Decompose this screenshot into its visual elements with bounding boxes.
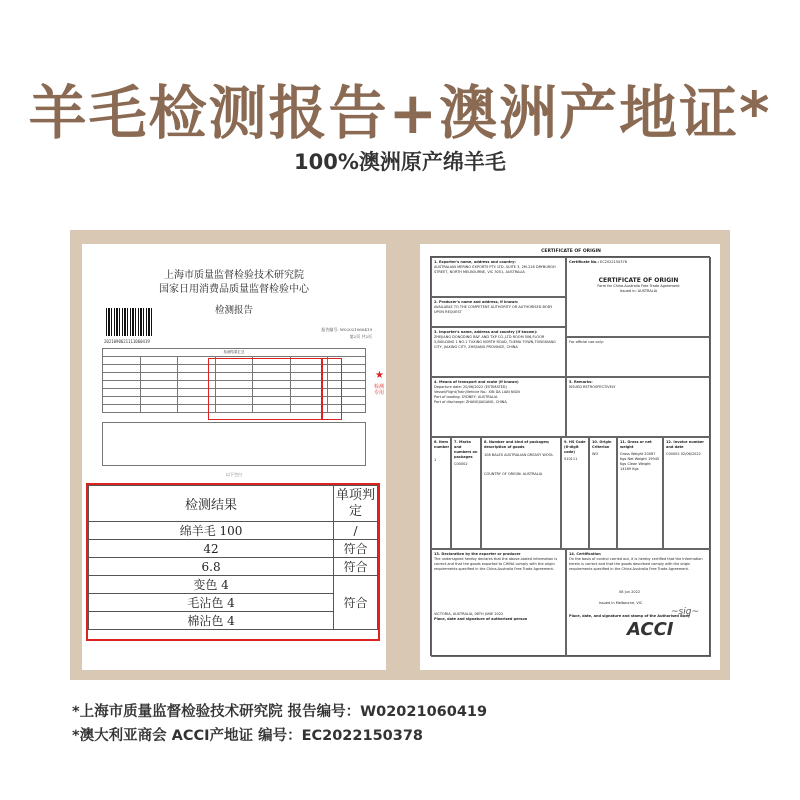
report-notes-box — [102, 422, 366, 466]
zoom-result-cell: 毛沾色 4 — [89, 594, 334, 612]
box-official-use — [566, 337, 711, 377]
declaration-place: VICTORIA, AUSTRALIA, 06TH JUNE 2022 — [434, 612, 504, 616]
port-loading: Port of loading: SYDNEY, AUSTRALIA — [434, 395, 498, 399]
certification-label: 14. Certification — [569, 552, 601, 556]
declaration-label: 13. Declaration by the exporter or producer — [434, 552, 521, 556]
zoom-judgement-cell: 符合 — [334, 576, 378, 630]
cert-no-value: EC2022150378 — [600, 260, 627, 264]
col-hs-label: 9. HS Code (6-digit code) — [564, 440, 586, 454]
col-item — [431, 437, 451, 549]
certificate-top-title: CERTIFICATE OF ORIGIN — [541, 249, 601, 254]
marks-value: C00002 — [454, 462, 468, 466]
box-producer — [431, 297, 566, 327]
report-doc-title: 检测报告 — [214, 305, 253, 316]
col-description — [481, 437, 561, 549]
col-hs-code — [561, 437, 589, 549]
footer-certificate-line: *澳大利亚商会 ACCI产地证 编号：EC2022150378 — [72, 728, 424, 744]
box-certification — [566, 549, 711, 657]
certification-text: On the basis of control carried out, it is hereby certified that the information herein is correct and that the goods described comply with the origin requirements specified in the China-Australia Free Trade Agreement. — [569, 557, 703, 571]
box-cert-number — [566, 257, 711, 337]
country-origin: COUNTRY OF ORIGIN: AUSTRALIA — [484, 472, 543, 476]
criterion-value: WO — [592, 452, 599, 456]
report-number-small: 报告编号: W02021060419 — [321, 327, 372, 332]
col-desc-label: 8. Number and kind of packages; description of goods — [484, 440, 550, 449]
hs-code-value: 510111 — [564, 457, 578, 461]
weight-value: Gross Weight 20067 Kgs Net Weight 19945 Kgs Clean Weight 14169 Kgs — [620, 452, 660, 471]
report-remaining-blank: 以下空白 — [226, 472, 242, 477]
item-number: 1 — [434, 458, 437, 462]
zoom-judgement-cell: 符合 — [334, 540, 378, 558]
box-declaration — [431, 549, 566, 657]
report-page-info: 第2页 共2页 — [349, 334, 372, 339]
cert-form: Form for China-Australia Free Trade Agreement — [597, 284, 680, 288]
footer-report-line: *上海市质量监督检验技术研究院 报告编号：W02021060419 — [72, 704, 488, 720]
box2-value: AVAILABLE TO THE COMPETENT AUTHORITY OR AUTHORISED BODY UPON REQUEST — [434, 305, 553, 314]
barcode-image — [106, 308, 154, 336]
vessel-info: Vessel/Flight/Train/Vehicle No.: XIN DA LIAN NIGN — [434, 390, 520, 394]
star-stamp-icon: ★ — [375, 370, 384, 381]
cert-date: 08 Jun 2022 — [619, 590, 641, 594]
col-weight — [617, 437, 663, 549]
cert-issued-in: Issued in: AUSTRALIA — [619, 289, 658, 293]
port-discharge: Port of discharge: ZHANGJIAGANG, CHINA — [434, 400, 507, 404]
box2-label: 2. Producer's name and address, if known: — [434, 300, 519, 304]
remarks-value: ISSUED RETROSPECTIVELY — [569, 385, 616, 389]
zoom-result-cell: 变色 4 — [89, 576, 334, 594]
certificate-frame — [430, 249, 710, 656]
zoomed-results-table — [86, 483, 380, 641]
box-transport — [431, 377, 566, 437]
zoom-result-cell: 6.8 — [89, 558, 334, 576]
remarks-label: 5. Remarks: — [569, 380, 593, 384]
report-meta — [321, 326, 372, 340]
zoom-result-cell: 棉沾色 4 — [89, 612, 334, 630]
zoom-result-cell: 42 — [89, 540, 334, 558]
signature-icon: ~sig~ — [671, 607, 699, 617]
certificate-of-origin-document — [420, 244, 720, 670]
invoice-value: C00002 02/06/2022 — [666, 452, 701, 456]
certification-footer: Place, date, and signature and stamp of the Authorised Body — [569, 614, 690, 618]
col-invoice — [663, 437, 711, 549]
box-remarks — [566, 377, 711, 437]
page-subtitle: 100%澳洲原产绵羊毛 — [294, 150, 506, 174]
declaration-footer: Place, date and signature of authorised person — [434, 617, 528, 621]
col-criterion — [589, 437, 617, 549]
box3-label: 3. Importer's name, address and country (if known): — [434, 330, 538, 334]
box-exporter — [431, 257, 566, 297]
col-marks — [451, 437, 481, 549]
zoom-result-cell: 绵羊毛 100 — [89, 522, 334, 540]
col-item-label: 6. Item number — [434, 440, 450, 449]
highlight-box-judgement — [322, 358, 342, 420]
cert-heading: CERTIFICATE OF ORIGIN — [598, 277, 679, 284]
box3-value: ZHEJIANG DONGDING B&F AND TXP CO.,LTD ROOM 506,FLOOR 5,BUILDING 1 NO.1 TUXING NORTH ROAD, TUEMA TOWN,TONGXIANG CITY, JIAXING CITY, ZHEJIANG PROVINCE, CHINA — [434, 335, 556, 349]
col-invoice-label: 12. Invoice number and date — [666, 440, 705, 449]
col-weight-label: 11. Gross or net weight — [620, 440, 652, 449]
box1-label: 1. Exporter's name, address and country: — [434, 260, 516, 264]
issued-melbourne: Issued in Melbourne, VIC — [599, 601, 643, 605]
zoom-header-judgement: 单项判定 — [334, 486, 378, 522]
box1-value: AUSTRALIAN MERINO EXPORTS PTY. LTD. SUITE 3, 2M-216 DRYBURGH STREET, NORTH MELBOURNE, VIC 3051, AUSTRALIA — [434, 265, 556, 274]
acci-logo: ACCI — [627, 619, 674, 640]
col-criterion-label: 10. Origin Criterion — [592, 440, 612, 449]
box4-label: 4. Means of transport and route (if known) — [434, 380, 519, 384]
col-marks-label: 7. Marks and numbers on packages — [454, 440, 478, 459]
report-institute-line2: 国家日用消费品质量监督检验中心 — [159, 284, 309, 295]
declaration-text: The undersigned hereby declares that the above-stated information is correct and that the goods exported to CHINA comply with the origin requirements specified in the China-Australia Free Trade Agreement. — [434, 557, 558, 571]
zoom-judgement-cell: / — [334, 522, 378, 540]
report-institute-line1: 上海市质量监督检验技术研究院 — [164, 270, 304, 281]
highlight-box-results — [208, 358, 322, 420]
mini-table-title: 检测结果汇总 — [103, 349, 366, 357]
page-title: 羊毛检测报告+澳洲产地证* — [28, 79, 772, 147]
zoom-judgement-cell: 符合 — [334, 558, 378, 576]
box-importer — [431, 327, 566, 377]
zoom-header-result: 检测结果 — [89, 486, 334, 522]
description-value: 108 BALES AUSTRALIAN GREASY WOOL — [484, 453, 554, 457]
cert-no-label: Certificate No.: — [569, 260, 599, 264]
barcode-number: 2021090621111060419 — [104, 339, 150, 344]
departure-date: Departure date: 20/06/2022 (ESTIMATED) — [434, 385, 507, 389]
official-use-label: For official use only: — [569, 340, 604, 344]
stamp-text: 检测专用 — [374, 384, 385, 396]
